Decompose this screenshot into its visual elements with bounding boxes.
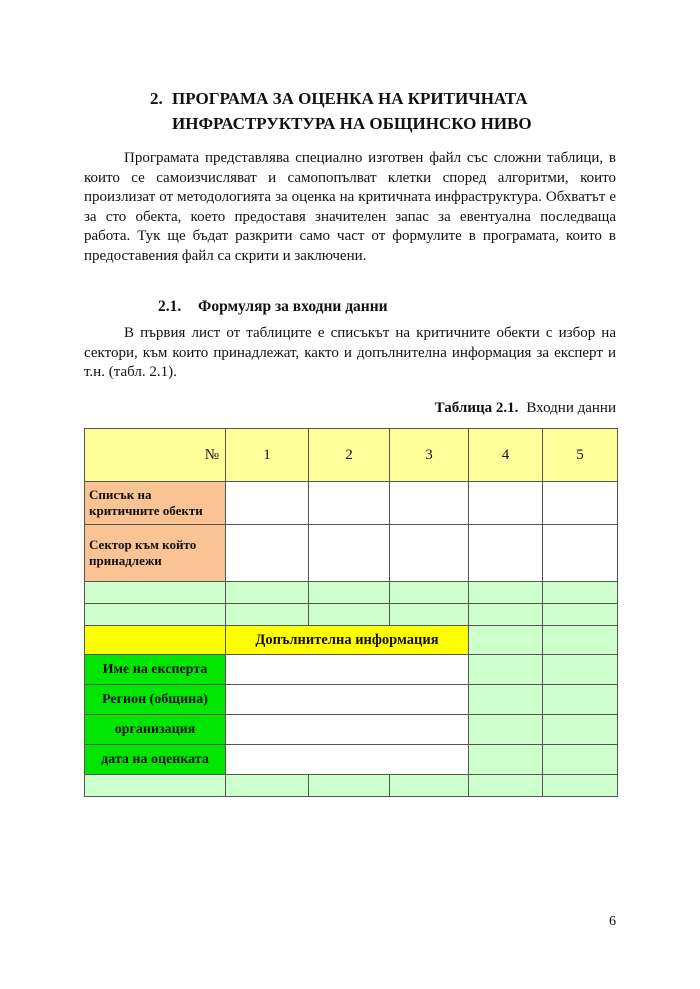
header-col-2: 2 <box>309 429 390 482</box>
section-title-line1: ПРОГРАМА ЗА ОЦЕНКА НА КРИТИЧНАТА <box>172 89 528 108</box>
table-row-objects <box>85 482 618 525</box>
expert-name-field[interactable] <box>226 655 469 685</box>
date-label: дата на оценката <box>85 745 226 775</box>
table-caption <box>435 400 616 417</box>
table-row-organization <box>85 715 618 745</box>
input-cell[interactable] <box>469 482 543 525</box>
table-row-expert-name <box>85 655 618 685</box>
organization-field[interactable] <box>226 715 469 745</box>
additional-info-label: Допълнителна информация <box>226 626 469 655</box>
input-data-table <box>84 428 618 797</box>
region-label: Регион (община) <box>85 685 226 715</box>
header-col-5: 5 <box>543 429 618 482</box>
table-caption-title: Входни данни <box>526 400 616 416</box>
expert-name-label: Име на експерта <box>85 655 226 685</box>
date-field[interactable] <box>226 745 469 775</box>
table-row-empty <box>85 604 618 626</box>
input-cell[interactable] <box>543 482 618 525</box>
organization-label: организация <box>85 715 226 745</box>
subsection-title: Формуляр за входни данни <box>198 298 388 315</box>
header-col-3: 3 <box>390 429 469 482</box>
table-header-row <box>85 429 618 482</box>
input-cell[interactable] <box>469 525 543 582</box>
section-heading <box>150 86 630 136</box>
section-number: 2. <box>150 89 163 108</box>
header-col-4: 4 <box>469 429 543 482</box>
section-title-line2: ИНФРАСТРУКТУРА НА ОБЩИНСКО НИВО <box>172 114 532 133</box>
input-cell[interactable] <box>543 525 618 582</box>
table-row-empty <box>85 775 618 797</box>
table-caption-label: Таблица 2.1. <box>434 400 519 416</box>
description-paragraph: В първия лист от таблиците е списъкът на критичните обекти с избор на сектори, към които принадлежат, както и допълнителна информация за експерт и т.н. (табл. 2.1). <box>84 325 616 380</box>
subsection-number: 2.1. <box>158 298 182 315</box>
header-col-1: 1 <box>226 429 309 482</box>
input-cell[interactable] <box>309 482 390 525</box>
table-row-date <box>85 745 618 775</box>
table-row-sector <box>85 525 618 582</box>
table-row-additional-info <box>85 626 618 655</box>
table-row-region <box>85 685 618 715</box>
input-cell[interactable] <box>390 482 469 525</box>
row-label-sector: Сектор към който принадлежи <box>85 525 226 582</box>
row-label-objects: Списък на критичните обекти <box>85 482 226 525</box>
header-no-cell: № <box>85 429 226 482</box>
table-row-empty <box>85 582 618 604</box>
subsection-heading <box>158 298 388 316</box>
region-field[interactable] <box>226 685 469 715</box>
input-cell[interactable] <box>390 525 469 582</box>
page-number: 6 <box>609 914 616 929</box>
input-cell[interactable] <box>226 482 309 525</box>
input-cell[interactable] <box>309 525 390 582</box>
intro-paragraph: Програмата представлява специално изготвен файл със сложни таблици, в които се самоизчисляват и самопопълват клетки според алгоритми, които произлизат от методологията за оценка на критичната инфраструктура. Обхватът е за сто обекта, което предоставя значителен запас за евентуална последваща работа. Тук ще бъдат разкрити само част от формулите в програмата, които в предоставения файл са скрити и заключени. <box>84 150 616 264</box>
input-cell[interactable] <box>226 525 309 582</box>
